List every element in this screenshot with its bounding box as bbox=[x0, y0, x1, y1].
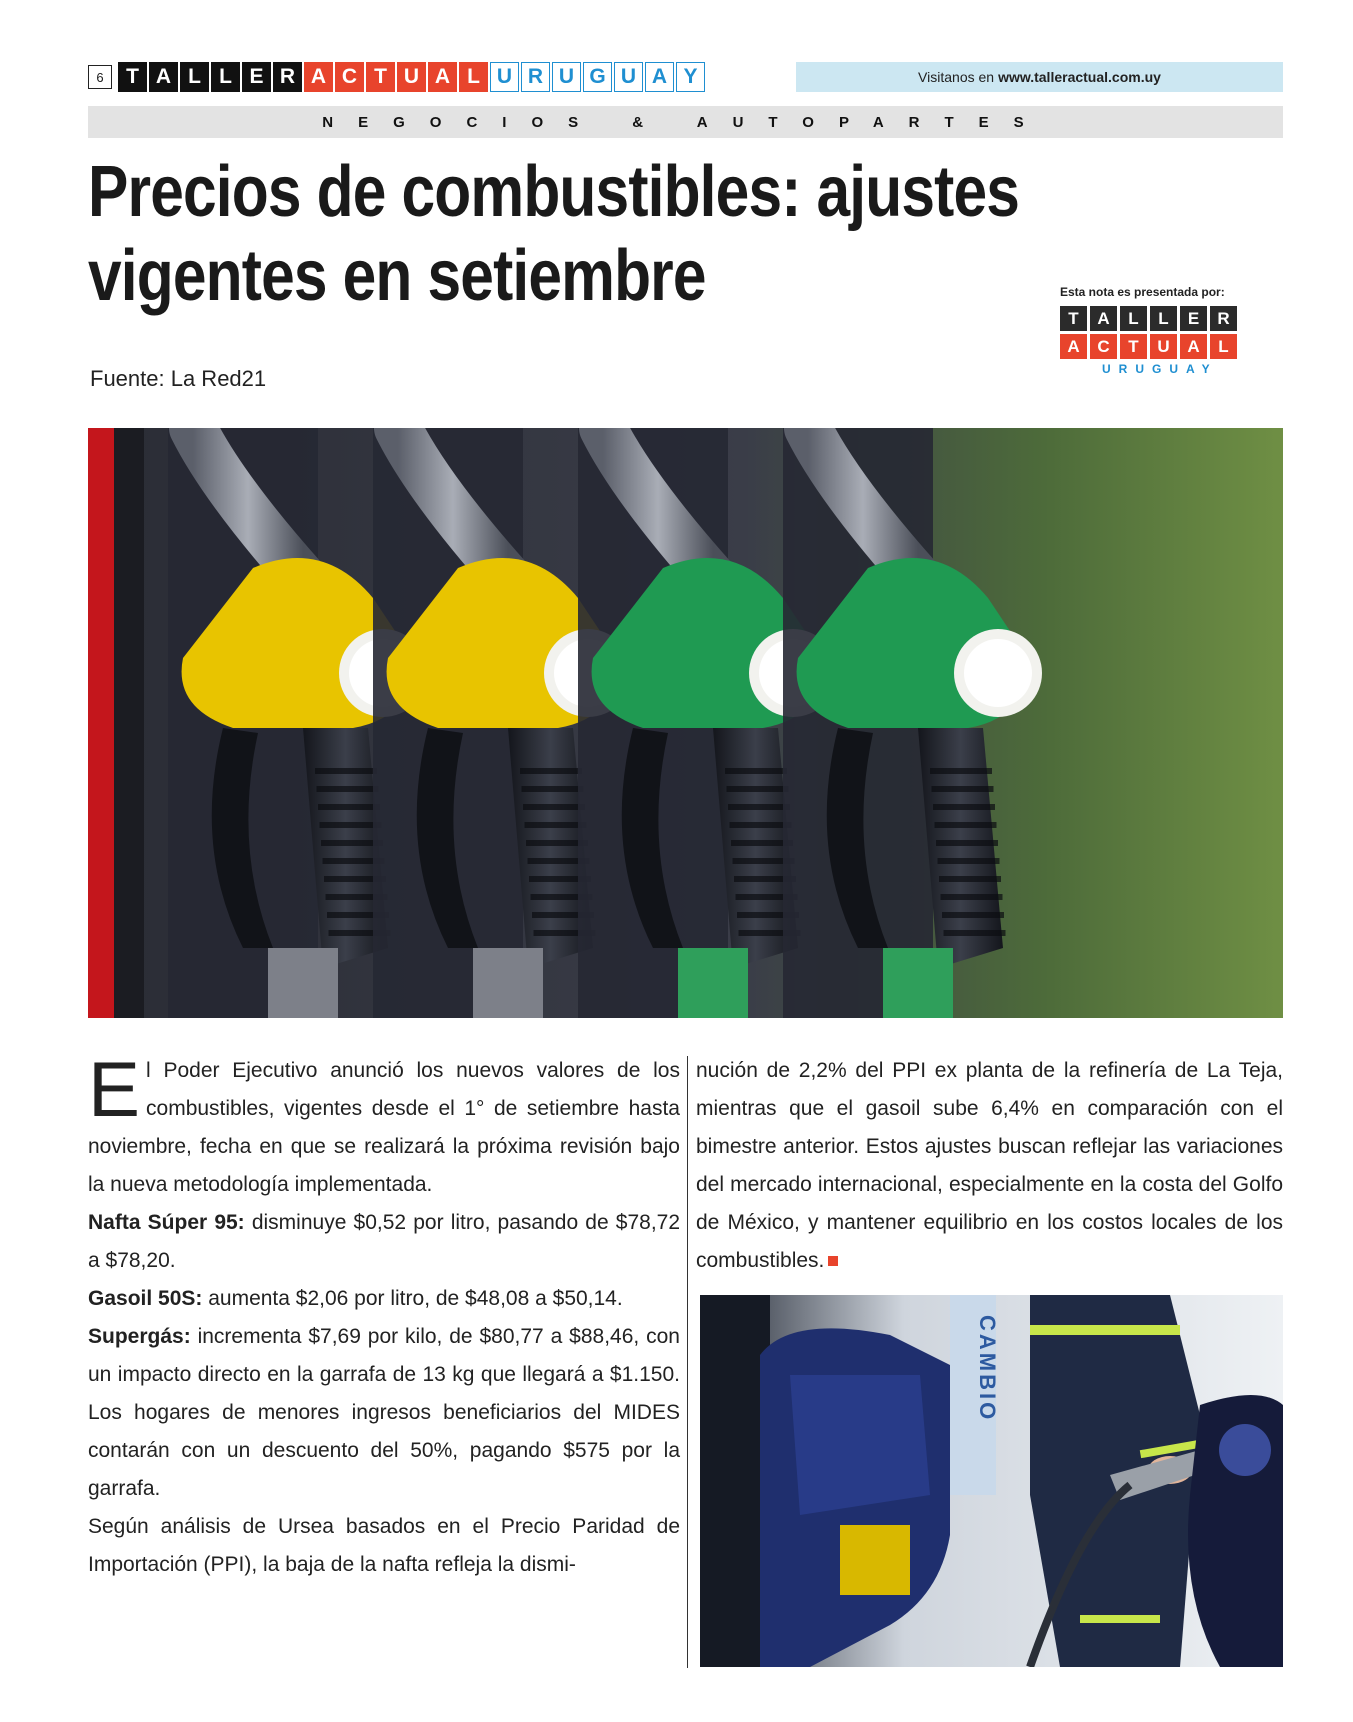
column-divider bbox=[687, 1056, 688, 1668]
analysis-paragraph-end: nución de 2,2% del PPI ex planta de la refinería de La Teja, mientras que el gasoil sube 6,4% en comparación con el bimestre anterior. Estos ajustes buscan reflejar las variaciones del mercado internacional, especialmente en la costa del Golfo de México, y mantener equilibrio en los costos locales de los combustibles. bbox=[696, 1059, 1283, 1272]
page-number: 6 bbox=[88, 65, 112, 89]
presenter-actual-letter: C bbox=[1090, 334, 1117, 359]
logo-uruguay-letter: G bbox=[583, 62, 612, 92]
supergas-paragraph bbox=[88, 1318, 680, 1508]
article-column-right bbox=[696, 1052, 1283, 1280]
headline-line-1: Precios de combustibles: ajustes bbox=[88, 152, 1020, 232]
section-bar bbox=[88, 106, 1283, 138]
logo-taller-letter: A bbox=[149, 62, 178, 92]
fuel-nozzles-photo bbox=[88, 428, 1283, 1018]
logo-actual-letter: A bbox=[304, 62, 333, 92]
logo-taller-letter: R bbox=[273, 62, 302, 92]
refueling-photo bbox=[700, 1295, 1283, 1667]
presenter-logo-actual bbox=[1060, 334, 1260, 359]
presenter-logo bbox=[1060, 285, 1260, 376]
gasoil-paragraph bbox=[88, 1280, 680, 1318]
intro-paragraph: l Poder Ejecutivo anunció los nuevos valores de los combustibles, vigentes desde el 1° de setiembre hasta noviembre, fecha en que se realizará la próxima revisión bajo la nueva metodología implementada. bbox=[88, 1059, 680, 1196]
logo-uruguay-letter: U bbox=[614, 62, 643, 92]
logo-actual-letter: U bbox=[397, 62, 426, 92]
presenter-logo-sub: URUGUAY bbox=[1102, 362, 1218, 376]
presenter-taller-letter: A bbox=[1090, 306, 1117, 331]
presenter-logo-taller bbox=[1060, 306, 1260, 331]
section-title: NEGOCIOS & AUTOPARTES bbox=[322, 113, 1049, 131]
supergas-label: Supergás: bbox=[88, 1325, 191, 1348]
visit-banner bbox=[796, 62, 1283, 92]
logo-actual-letter: L bbox=[459, 62, 488, 92]
logo-actual-letter: T bbox=[366, 62, 395, 92]
logo-taller-letter: L bbox=[211, 62, 240, 92]
supergas-text: incrementa $7,69 por kilo, de $80,77 a $88,46, con un impacto directo en la garrafa de 13 kg que llegará a $1.150. Los hogares de menores ingresos beneficiarios del MIDES contarán con un descuento del 50%, pagando $575 por la garrafa. bbox=[88, 1325, 680, 1500]
logo-uruguay bbox=[490, 62, 707, 92]
presenter-actual-letter: T bbox=[1120, 334, 1147, 359]
end-of-article-mark bbox=[828, 1256, 838, 1266]
presenter-actual-letter: A bbox=[1180, 334, 1207, 359]
presenter-actual-letter: L bbox=[1210, 334, 1237, 359]
drop-cap: E bbox=[88, 1045, 141, 1133]
fuel-nozzles-illustration bbox=[88, 428, 1283, 1018]
logo-taller bbox=[118, 62, 304, 92]
visit-url[interactable]: www.talleractual.com.uy bbox=[998, 69, 1161, 85]
presenter-taller-letter: T bbox=[1060, 306, 1087, 331]
gasoil-text: aumenta $2,06 por litro, de $48,08 a $50,14. bbox=[202, 1287, 623, 1310]
visit-prefix: Visitanos en bbox=[918, 69, 995, 85]
headline-line-2: vigentes en setiembre bbox=[88, 236, 706, 316]
analysis-paragraph-start: Según análisis de Ursea basados en el Precio Paridad de Importación (PPI), la baja de la nafta refleja la dismi- bbox=[88, 1515, 680, 1576]
masthead-logo bbox=[88, 62, 707, 92]
logo-uruguay-letter: U bbox=[552, 62, 581, 92]
presenter-label: Esta nota es presentada por: bbox=[1060, 285, 1225, 299]
logo-uruguay-letter: R bbox=[521, 62, 550, 92]
presenter-actual-letter: A bbox=[1060, 334, 1087, 359]
article-source: Fuente: La Red21 bbox=[90, 366, 267, 391]
refueling-illustration bbox=[700, 1295, 1283, 1667]
logo-taller-letter: E bbox=[242, 62, 271, 92]
nafta-label: Nafta Súper 95: bbox=[88, 1211, 245, 1234]
presenter-taller-letter: L bbox=[1150, 306, 1177, 331]
gasoil-label: Gasoil 50S: bbox=[88, 1287, 203, 1310]
presenter-taller-letter: R bbox=[1210, 306, 1237, 331]
nafta-text: disminuye $0,52 por litro, pasando de $78,72 a $78,20. bbox=[88, 1211, 681, 1272]
logo-uruguay-letter: A bbox=[645, 62, 674, 92]
logo-actual-letter: A bbox=[428, 62, 457, 92]
logo-uruguay-letter: U bbox=[490, 62, 519, 92]
logo-taller-letter: L bbox=[180, 62, 209, 92]
nafta-paragraph bbox=[88, 1204, 680, 1280]
presenter-taller-letter: L bbox=[1120, 306, 1147, 331]
headline bbox=[88, 150, 1092, 318]
presenter-actual-letter: U bbox=[1150, 334, 1177, 359]
cambio-banner-text: CAMBIO bbox=[975, 1315, 1000, 1423]
logo-actual bbox=[304, 62, 490, 92]
logo-taller-letter: T bbox=[118, 62, 147, 92]
article-column-left bbox=[88, 1045, 681, 1584]
presenter-taller-letter: E bbox=[1180, 306, 1207, 331]
logo-actual-letter: C bbox=[335, 62, 364, 92]
logo-uruguay-letter: Y bbox=[676, 62, 705, 92]
